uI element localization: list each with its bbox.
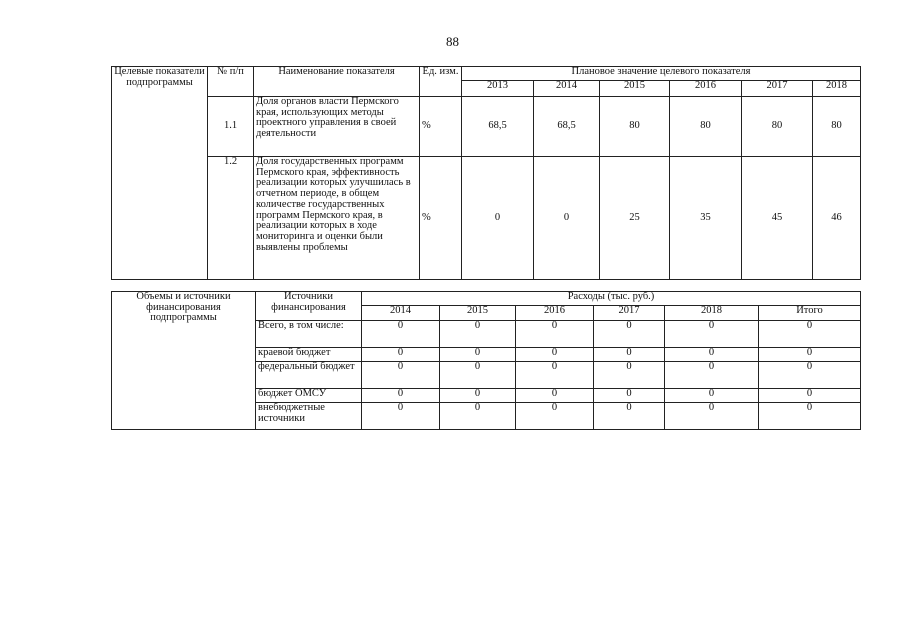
col-number-header: № п/п: [208, 67, 254, 97]
amount-cell: 0: [759, 321, 861, 348]
indicators-section-label: Целевые показатели подпрограммы: [112, 67, 208, 280]
amount-cell: 0: [594, 403, 665, 430]
col-name-header: Наименование показателя: [254, 67, 420, 97]
funding-table: [111, 291, 861, 430]
year-header: 2018: [665, 306, 759, 321]
amount-cell: 0: [759, 403, 861, 430]
year-header: 2015: [440, 306, 516, 321]
amount-cell: 0: [362, 389, 440, 403]
amount-cell: 0: [516, 362, 594, 389]
amount-cell: 0: [665, 389, 759, 403]
year-header: 2018: [813, 81, 861, 97]
amount-cell: 0: [440, 389, 516, 403]
value-cell: 80: [670, 97, 742, 157]
indicator-name: Доля государственных программ Пермского края, эффективность реализации которых улучшилась в отчетном периоде, в общем количестве государственных программ Пермского края, в реализации которых в ходе мониторинга и оценки были выявлены проблемы: [254, 157, 420, 280]
amount-cell: 0: [759, 362, 861, 389]
amount-cell: 0: [665, 362, 759, 389]
amount-cell: 0: [362, 321, 440, 348]
source-name: Всего, в том числе:: [256, 321, 362, 348]
value-cell: 68,5: [462, 97, 534, 157]
source-name: бюджет ОМСУ: [256, 389, 362, 403]
value-cell: 25: [600, 157, 670, 280]
value-cell: 35: [670, 157, 742, 280]
col-plan-header: Плановое значение целевого показателя: [462, 67, 861, 81]
year-header: 2015: [600, 81, 670, 97]
indicator-row: [112, 97, 861, 157]
amount-cell: 0: [594, 362, 665, 389]
amount-cell: 0: [440, 403, 516, 430]
value-cell: 80: [742, 97, 813, 157]
col-sources-header: Источники финансирования: [256, 292, 362, 321]
source-name: краевой бюджет: [256, 348, 362, 362]
year-header: 2014: [362, 306, 440, 321]
amount-cell: 0: [759, 389, 861, 403]
amount-cell: 0: [516, 389, 594, 403]
amount-cell: 0: [594, 348, 665, 362]
indicators-table: [111, 66, 861, 280]
year-header: 2014: [534, 81, 600, 97]
amount-cell: 0: [665, 403, 759, 430]
amount-cell: 0: [440, 321, 516, 348]
value-cell: 68,5: [534, 97, 600, 157]
amount-cell: 0: [516, 403, 594, 430]
amount-cell: 0: [516, 348, 594, 362]
value-cell: 80: [813, 97, 861, 157]
row-number: 1.2: [208, 157, 254, 280]
col-expenses-header: Расходы (тыс. руб.): [362, 292, 861, 306]
amount-cell: 0: [665, 321, 759, 348]
amount-cell: 0: [362, 403, 440, 430]
amount-cell: 0: [594, 389, 665, 403]
total-header: Итого: [759, 306, 861, 321]
value-cell: 45: [742, 157, 813, 280]
year-header: 2016: [670, 81, 742, 97]
col-unit-header: Ед. изм.: [420, 67, 462, 97]
value-cell: 0: [462, 157, 534, 280]
value-cell: 46: [813, 157, 861, 280]
page-number: 88: [446, 34, 459, 49]
funding-section-label: Объемы и источники финансирования подпрограммы: [112, 292, 256, 430]
value-cell: 0: [534, 157, 600, 280]
indicator-row: [112, 157, 861, 280]
year-header: 2016: [516, 306, 594, 321]
amount-cell: 0: [362, 362, 440, 389]
source-name: федеральный бюджет: [256, 362, 362, 389]
amount-cell: 0: [440, 362, 516, 389]
amount-cell: 0: [440, 348, 516, 362]
unit-cell: %: [420, 97, 462, 157]
year-header: 2013: [462, 81, 534, 97]
amount-cell: 0: [516, 321, 594, 348]
indicator-name: Доля органов власти Пермского края, использующих методы проектного управления в своей деятельности: [254, 97, 420, 157]
source-name: внебюджетные источники: [256, 403, 362, 430]
amount-cell: 0: [759, 348, 861, 362]
value-cell: 80: [600, 97, 670, 157]
row-number: 1.1: [208, 97, 254, 157]
amount-cell: 0: [362, 348, 440, 362]
year-header: 2017: [594, 306, 665, 321]
unit-cell: %: [420, 157, 462, 280]
year-header: 2017: [742, 81, 813, 97]
amount-cell: 0: [594, 321, 665, 348]
amount-cell: 0: [665, 348, 759, 362]
